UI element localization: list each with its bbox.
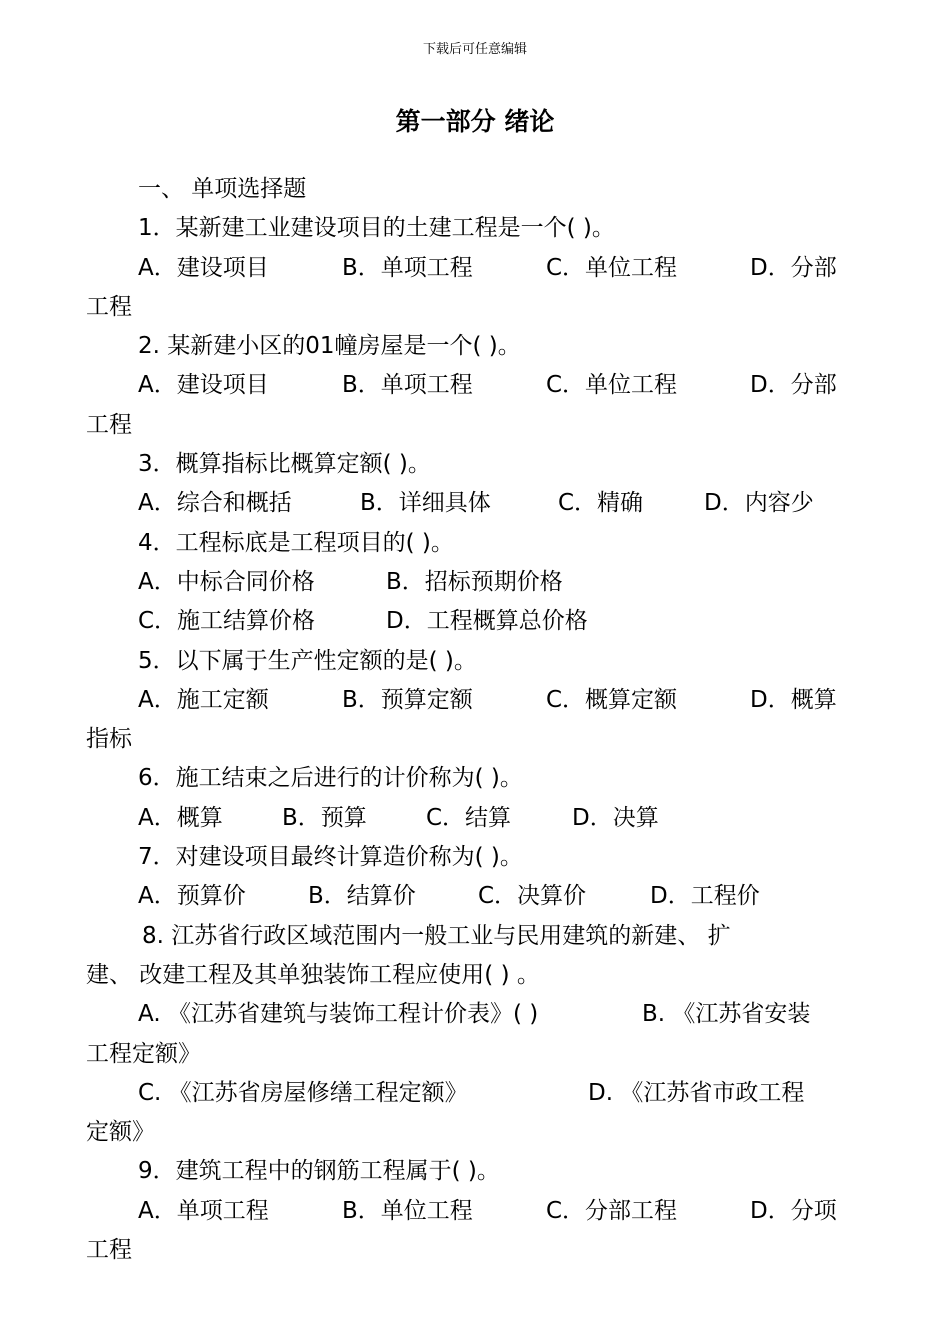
- option-d: D. 《江苏省市政工程: [588, 1079, 805, 1106]
- option-b: B．单项工程: [342, 254, 473, 281]
- page-header-note: 下载后可任意编辑: [422, 42, 527, 57]
- options-row: [86, 484, 848, 523]
- option-b: B．预算: [282, 804, 367, 831]
- question-stem: 3．概算指标比概算定额( )。: [138, 451, 431, 478]
- option-b: B．详细具体: [360, 490, 491, 517]
- option-a: A．建设项目: [138, 254, 269, 281]
- options-row: [86, 602, 848, 641]
- options-row: [86, 563, 848, 602]
- option-b: B．单位工程: [342, 1197, 473, 1224]
- option-a: A. 《江苏省建筑与装饰工程计价表》( ): [138, 1001, 539, 1028]
- option-a: A．中标合同价格: [138, 568, 315, 595]
- option-c: C. 《江苏省房屋修缮工程定额》: [138, 1079, 468, 1106]
- option-b: B．单项工程: [342, 372, 473, 399]
- option-wrap: 定额》: [86, 1119, 155, 1146]
- option-d: D．决算: [572, 804, 659, 831]
- option-c: C．决算价: [478, 883, 587, 910]
- option-d: D．分部: [750, 254, 837, 281]
- options-row: [86, 877, 848, 916]
- question-stem: 7．对建设项目最终计算造价称为( )。: [138, 844, 523, 871]
- question-stem: 8. 江苏省行政区域范围内一般工业与民用建筑的新建、 扩: [142, 922, 731, 949]
- options-row: [86, 1074, 848, 1113]
- option-a: A．概算: [138, 804, 223, 831]
- option-b: B．预算定额: [342, 686, 473, 713]
- option-c: C．单位工程: [546, 254, 678, 281]
- question-stem: 2. 某新建小区的01幢房屋是一个( )。: [138, 333, 521, 360]
- option-d: D．工程概算总价格: [386, 608, 588, 635]
- option-a: A．建设项目: [138, 372, 269, 399]
- section-heading: 一、 单项选择题: [138, 176, 307, 202]
- options-row: [86, 995, 848, 1034]
- option-d: D．分部: [750, 372, 837, 399]
- option-c: C．单位工程: [546, 372, 678, 399]
- option-b: B. 《江苏省安装: [642, 1001, 811, 1028]
- option-d: D．概算: [750, 686, 837, 713]
- options-row: [86, 799, 848, 838]
- option-c: C．施工结算价格: [138, 608, 316, 635]
- page-title: 第一部分 绪论: [395, 107, 555, 136]
- option-wrap: 工程定额》: [86, 1040, 201, 1067]
- option-c: C．分部工程: [546, 1197, 678, 1224]
- option-c: C．精确: [558, 490, 644, 517]
- option-a: A．施工定额: [138, 686, 269, 713]
- option-a: A．单项工程: [138, 1197, 269, 1224]
- question-stem-wrap: 建、 改建工程及其单独装饰工程应使用( ) 。: [86, 961, 540, 988]
- option-d: D．工程价: [650, 883, 760, 910]
- option-c: C．概算定额: [546, 686, 678, 713]
- option-a: A．综合和概括: [138, 490, 292, 517]
- option-wrap: 工程: [86, 293, 132, 320]
- option-wrap: 工程: [86, 411, 132, 438]
- question-stem: 6．施工结束之后进行的计价称为( )。: [138, 765, 523, 792]
- option-wrap: 工程: [86, 1237, 132, 1264]
- question-stem: 1．某新建工业建设项目的土建工程是一个( )。: [138, 215, 615, 242]
- question-stem: 9．建筑工程中的钢筋工程属于( )。: [138, 1158, 500, 1185]
- option-b: B．结算价: [308, 883, 416, 910]
- option-wrap: 指标: [86, 726, 132, 753]
- question-stem: 4．工程标底是工程项目的( )。: [138, 529, 454, 556]
- option-a: A．预算价: [138, 883, 246, 910]
- options-row: [86, 249, 848, 288]
- option-d: D．内容少: [704, 490, 814, 517]
- options-row: [86, 681, 848, 720]
- option-b: B．招标预期价格: [386, 568, 563, 595]
- question-list: [86, 170, 848, 1270]
- options-row: [86, 1192, 848, 1231]
- option-c: C．结算: [426, 804, 512, 831]
- question-stem: 5．以下属于生产性定额的是( )。: [138, 647, 477, 674]
- options-row: [86, 366, 848, 405]
- option-d: D．分项: [750, 1197, 837, 1224]
